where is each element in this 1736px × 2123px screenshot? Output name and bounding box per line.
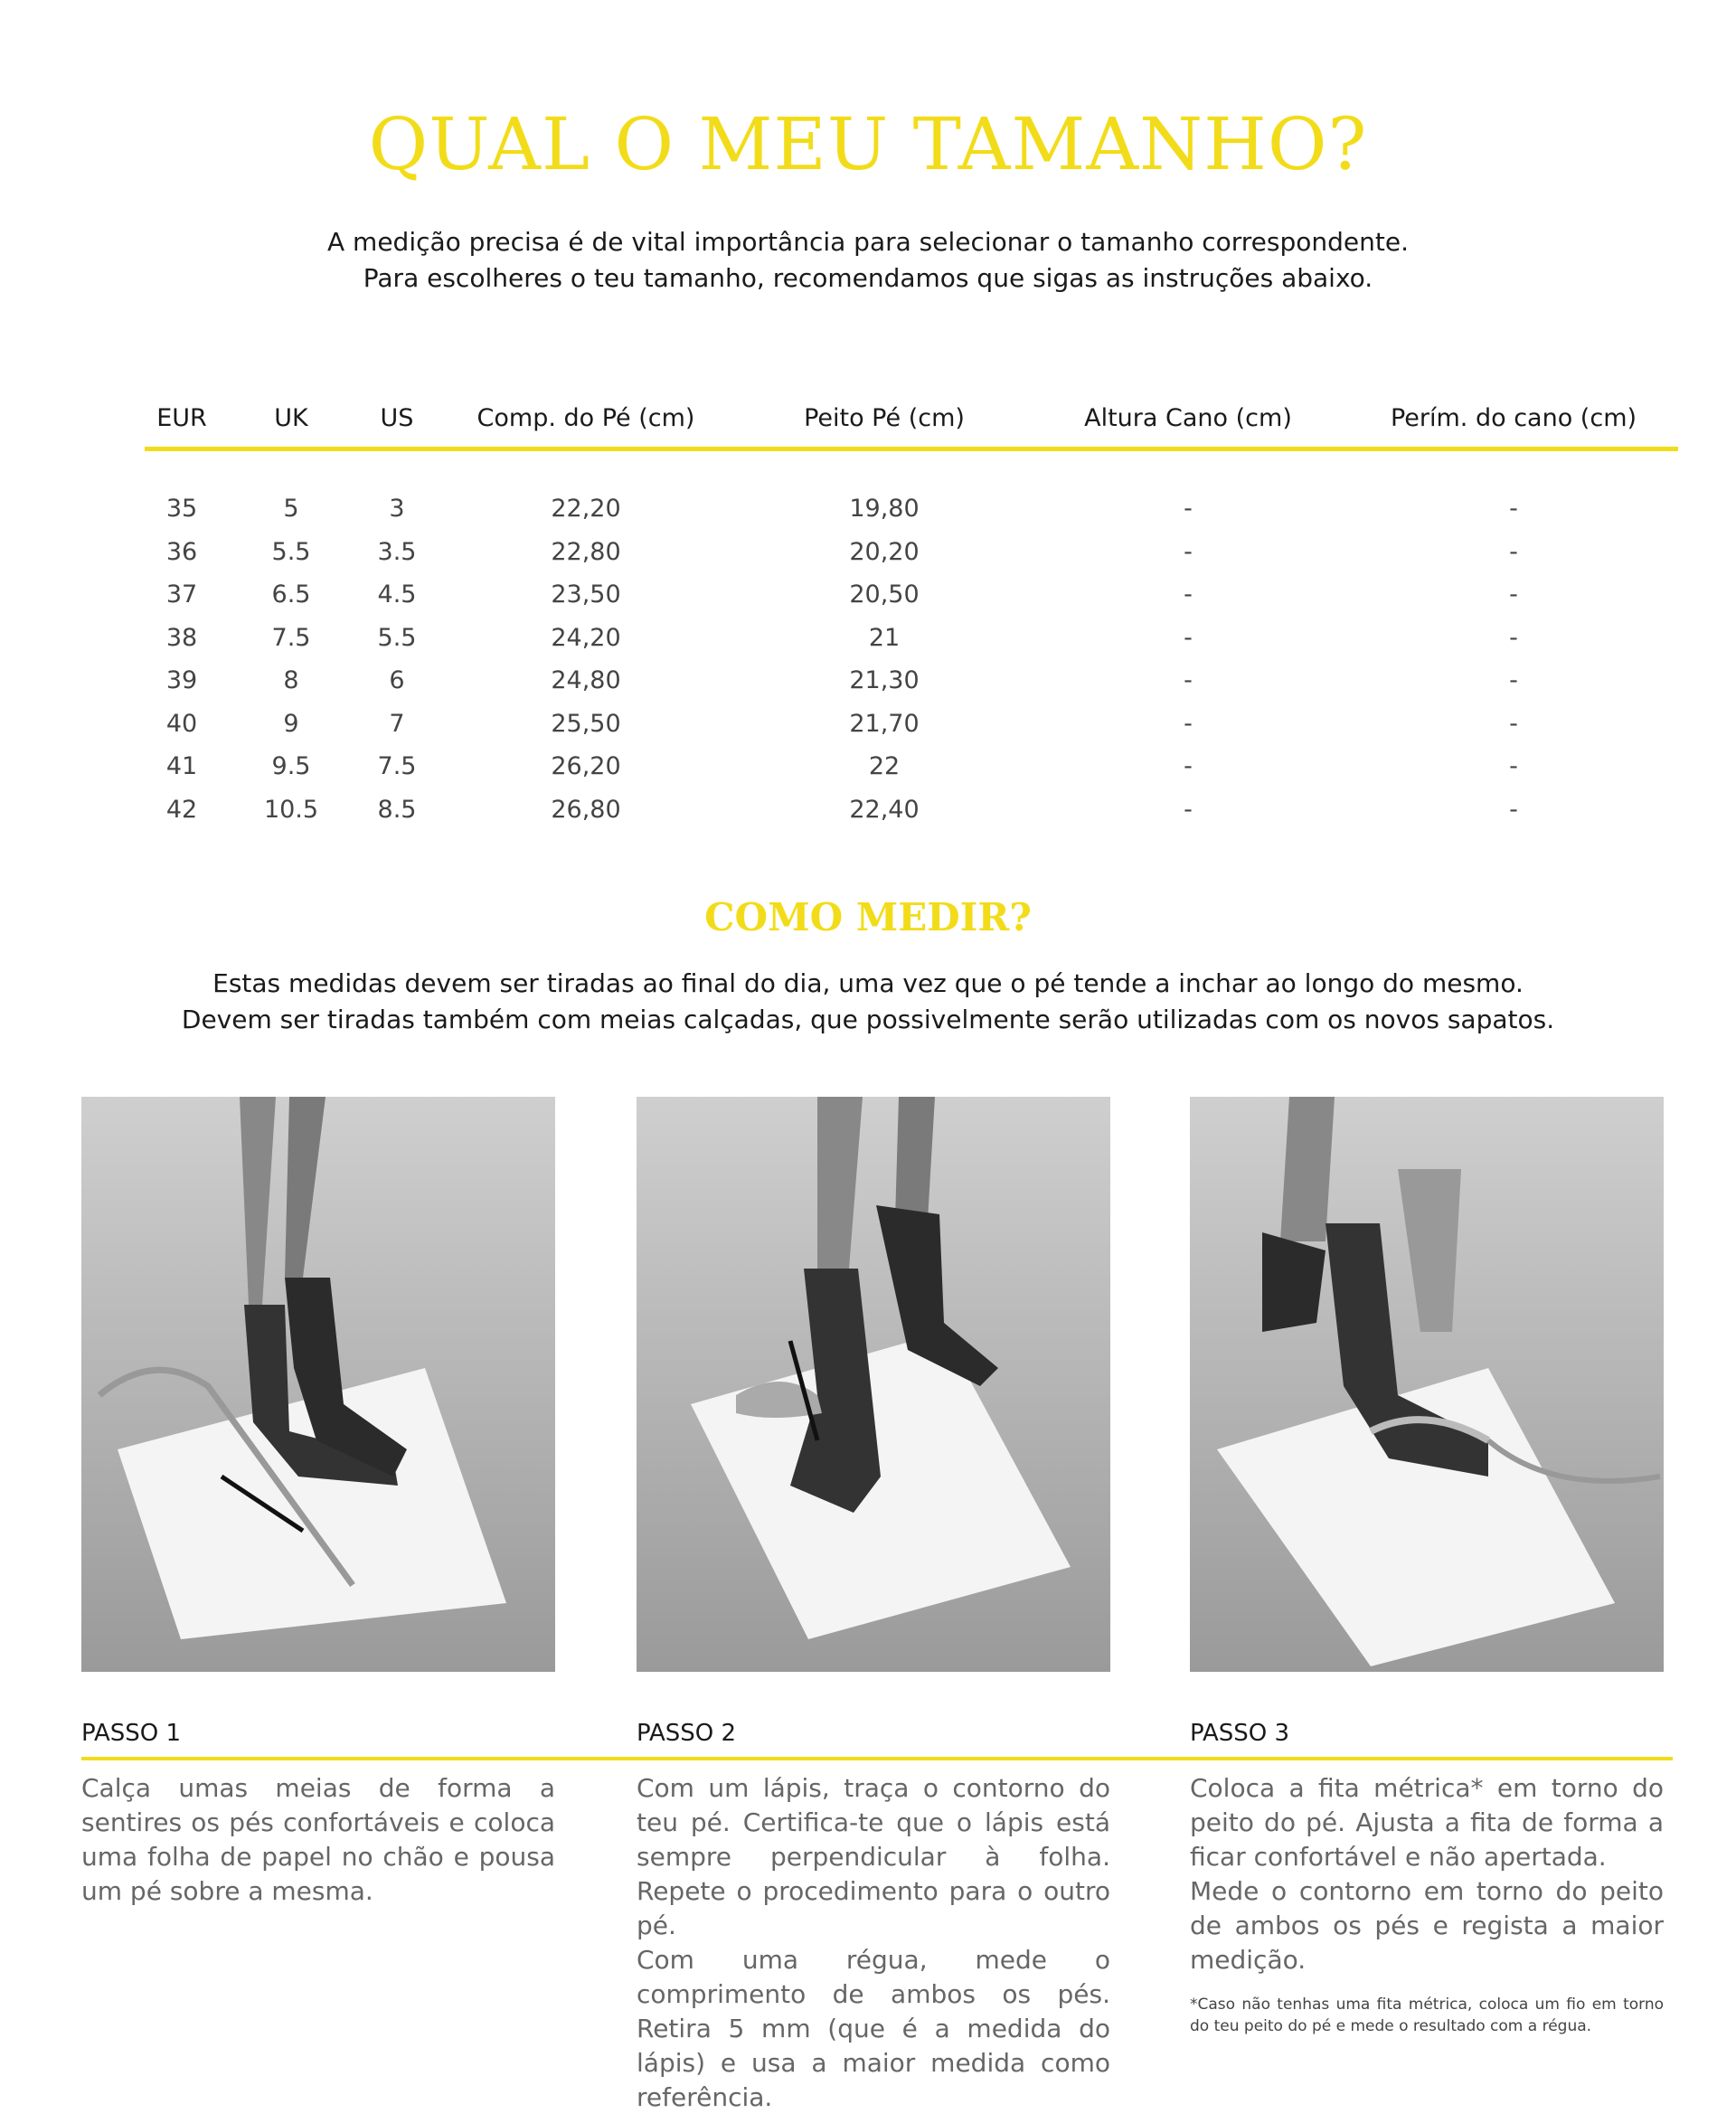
step-2-text-part1: Com um lápis, traça o contorno do teu pé. Certifica-te que o lápis está sempre perpendicular à folha. Repete o procedimento para o outro pé.	[637, 1773, 1110, 1940]
column-header-eur: EUR	[145, 389, 219, 449]
step-2-text-part2: Com uma régua, mede o comprimento de ambos os pés. Retira 5 mm (que é a medida do lápis) e usa a maior medida como referência.	[637, 1945, 1110, 2112]
table-cell: 39	[165, 666, 198, 695]
table-cell: -	[1184, 666, 1193, 695]
step-2-text	[637, 1771, 1110, 2115]
table-cell: 5	[283, 495, 299, 524]
table-cell: -	[1184, 623, 1193, 652]
size-table-header-row	[145, 389, 1678, 449]
column-header-shaft-perimeter: Perím. do cano (cm)	[1349, 389, 1678, 449]
table-cell: -	[1184, 537, 1193, 566]
table-cell: 22,80	[551, 537, 621, 566]
table-row	[145, 659, 1678, 703]
table-cell: 36	[165, 537, 198, 566]
step-1-photo	[81, 1097, 555, 1672]
step-2	[637, 1097, 1110, 2115]
table-cell: -	[1184, 709, 1193, 738]
table-cell: -	[1509, 623, 1518, 652]
table-cell: -	[1184, 752, 1193, 781]
step-1-label: PASSO 1	[81, 1720, 182, 1747]
table-cell: 8	[283, 666, 299, 695]
step-3-text	[1190, 1771, 1664, 1977]
table-cell: 9	[283, 709, 299, 738]
table-cell: 21,70	[849, 709, 920, 738]
table-cell: 8.5	[377, 795, 417, 824]
step-3-label: PASSO 3	[1190, 1720, 1290, 1747]
table-cell: 42	[165, 795, 198, 824]
table-cell: 23,50	[551, 580, 621, 609]
table-cell: 22,20	[551, 495, 621, 524]
table-cell: -	[1509, 795, 1518, 824]
table-row	[145, 531, 1678, 574]
column-header-uk: UK	[219, 389, 363, 449]
table-cell: 24,80	[551, 666, 621, 695]
table-cell: 38	[165, 623, 198, 652]
size-table	[145, 389, 1678, 831]
table-cell: 25,50	[551, 709, 621, 738]
column-header-us: US	[363, 389, 430, 449]
table-row	[145, 573, 1678, 617]
column-header-instep: Peito Pé (cm)	[741, 389, 1027, 449]
table-cell: -	[1509, 666, 1518, 695]
step-1	[81, 1097, 555, 1909]
intro-text	[0, 224, 1736, 297]
table-cell: 7	[389, 709, 405, 738]
table-cell: 22,40	[849, 795, 920, 824]
table-cell: 10.5	[263, 795, 319, 824]
table-cell: -	[1184, 795, 1193, 824]
steps-divider	[81, 1757, 1673, 1760]
table-row	[145, 617, 1678, 660]
table-cell: 3.5	[377, 537, 417, 566]
table-row	[145, 703, 1678, 746]
table-cell: -	[1184, 580, 1193, 609]
page-title: QUAL O MEU TAMANHO?	[368, 102, 1368, 186]
table-cell: 5.5	[377, 623, 417, 652]
table-cell: -	[1509, 752, 1518, 781]
how-to-line: Estas medidas devem ser tiradas ao final do dia, uma vez que o pé tende a inchar ao longo do mesmo.	[212, 968, 1524, 998]
step-3-text-part2: Mede o contorno em torno do peito de ambos os pés e regista a maior medição.	[1190, 1876, 1664, 1975]
table-cell: 24,20	[551, 623, 621, 652]
table-cell: 22	[868, 752, 901, 781]
table-cell: -	[1509, 495, 1518, 524]
table-cell: 9.5	[271, 752, 311, 781]
table-cell: 19,80	[849, 495, 920, 524]
step-3	[1190, 1097, 1664, 2037]
step-3-photo	[1190, 1097, 1664, 1672]
column-header-foot-length: Comp. do Pé (cm)	[430, 389, 741, 449]
table-cell: 41	[165, 752, 198, 781]
how-to-line: Devem ser tiradas também com meias calçadas, que possivelmente serão utilizadas com os novos sapatos.	[181, 1005, 1555, 1034]
column-header-shaft-height: Altura Cano (cm)	[1027, 389, 1349, 449]
table-cell: 26,80	[551, 795, 621, 824]
step-3-text-part1: Coloca a fita métrica* em torno do peito do pé. Ajusta a fita de forma a ficar confortável e não apertada.	[1190, 1773, 1664, 1872]
table-cell: -	[1509, 709, 1518, 738]
intro-line: A medição precisa é de vital importância para selecionar o tamanho correspondente.	[326, 227, 1409, 257]
table-row	[145, 487, 1678, 531]
intro-line: Para escolheres o teu tamanho, recomendamos que sigas as instruções abaixo.	[363, 263, 1373, 293]
table-cell: 40	[165, 709, 198, 738]
table-cell: 4.5	[377, 580, 417, 609]
table-cell: 7.5	[271, 623, 311, 652]
table-cell: 6.5	[271, 580, 311, 609]
table-cell: 35	[165, 495, 198, 524]
table-cell: 26,20	[551, 752, 621, 781]
step-1-text: Calça umas meias de forma a sentires os pés confortáveis e coloca uma folha de papel no chão e pousa um pé sobre a mesma.	[81, 1773, 555, 1906]
table-cell: 20,20	[849, 537, 920, 566]
step-3-footnote: *Caso não tenhas uma fita métrica, coloca um fio em torno do teu peito do pé e mede o resultado com a régua.	[1190, 1996, 1664, 2035]
step-2-photo	[637, 1097, 1110, 1672]
step-2-label: PASSO 2	[637, 1720, 737, 1747]
table-cell: -	[1509, 537, 1518, 566]
table-cell: 37	[165, 580, 198, 609]
table-cell: -	[1184, 495, 1193, 524]
table-cell: 20,50	[849, 580, 920, 609]
table-cell: 7.5	[377, 752, 417, 781]
table-row	[145, 745, 1678, 788]
table-cell: 21	[868, 623, 901, 652]
table-row	[145, 788, 1678, 832]
table-cell: -	[1509, 580, 1518, 609]
table-cell: 5.5	[271, 537, 311, 566]
table-cell: 3	[389, 495, 405, 524]
table-cell: 21,30	[849, 666, 920, 695]
table-cell: 6	[389, 666, 405, 695]
how-to-title: COMO MEDIR?	[704, 895, 1032, 939]
how-to-text	[0, 966, 1736, 1038]
